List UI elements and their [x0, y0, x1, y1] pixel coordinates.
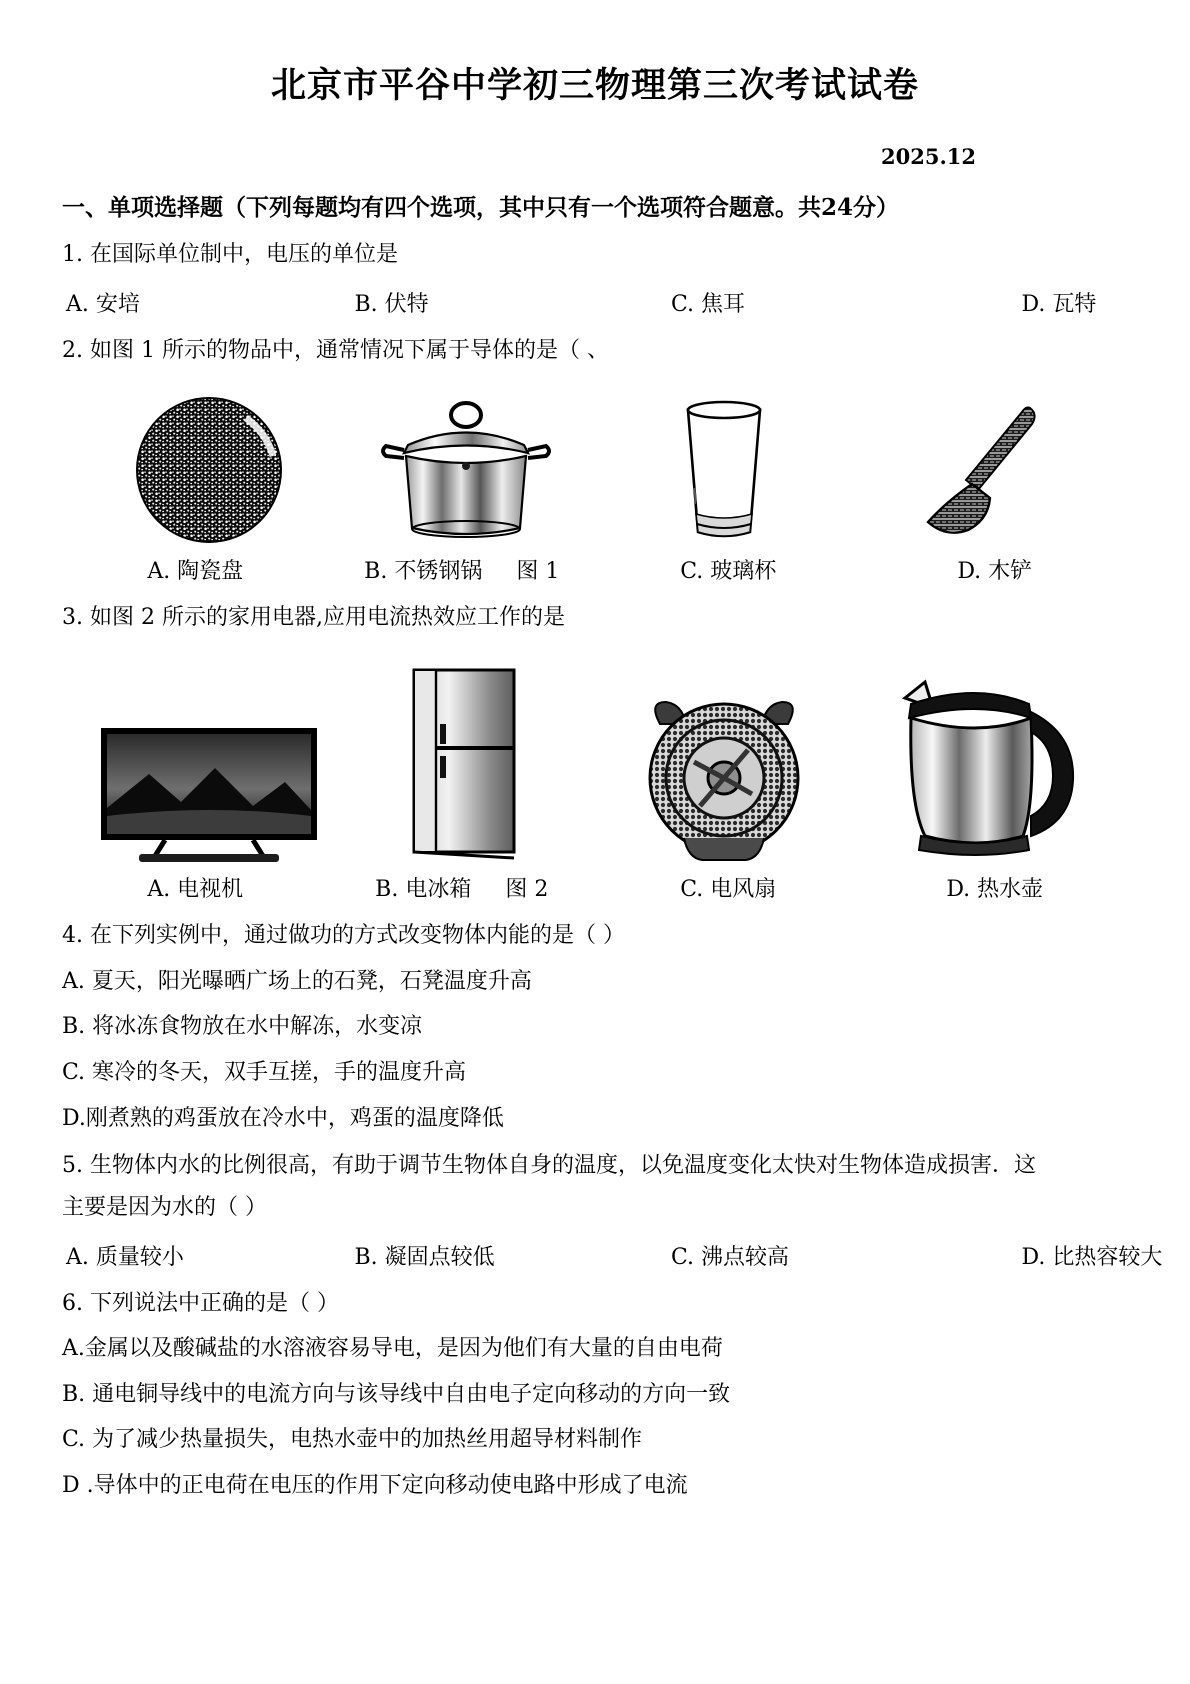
question-1-option-a[interactable]: A. 安培 — [66, 291, 140, 317]
question-6-option-d[interactable]: D .导体中的正电荷在电压的作用下定向移动使电路中形成了电流 — [62, 1472, 688, 1498]
figure-2-label-b: B. 电冰箱 — [375, 877, 472, 903]
wooden-spatula-icon — [912, 398, 1050, 546]
question-5-option-c[interactable]: C. 沸点较高 — [671, 1244, 790, 1270]
question-5-stem: 5. 生物体内水的比例很高，有助于调节生物体自身的温度，以免温度变化太快对生物体造成损害．这 — [62, 1153, 1036, 1179]
question-5-option-d[interactable]: D. 比热容较大 — [1021, 1244, 1163, 1270]
figure-1-labels — [62, 554, 1128, 585]
question-1-option-d[interactable]: D. 瓦特 — [1021, 291, 1097, 317]
figure-2-label-b-wrap — [329, 872, 596, 903]
stainless-steel-pot-icon — [378, 398, 554, 546]
figure-1-label-d: D. 木铲 — [957, 559, 1033, 585]
refrigerator-icon — [406, 664, 526, 864]
question-3-stem: 3. 如图 2 所示的家用电器,应用电流热效应工作的是 — [62, 605, 565, 631]
exam-date: 2025.12 — [881, 144, 976, 169]
figure-1-label-a: A. 陶瓷盘 — [147, 559, 244, 585]
figure-2-item-electric-fan — [595, 639, 853, 864]
question-1-option-b[interactable]: B. 伏特 — [354, 291, 429, 317]
electric-kettle-icon — [881, 664, 1081, 864]
question-4-option-a[interactable]: A. 夏天，阳光曝晒广场上的石凳，石凳温度升高 — [62, 968, 532, 994]
question-1-stem: 1. 在国际单位制中，电压的单位是 — [62, 242, 398, 267]
figure-2-caption: 图 2 — [505, 877, 549, 903]
figure-1-item-wooden-spatula — [853, 371, 1111, 546]
figure-2-labels — [62, 872, 1128, 903]
question-5-stem-line2: 主要是因为水的（ ） — [62, 1194, 267, 1220]
figure-2-label-c: C. 电风扇 — [680, 877, 777, 903]
question-1-option-c[interactable]: C. 焦耳 — [671, 291, 746, 317]
figure-2-item-television — [80, 639, 338, 864]
television-icon — [95, 724, 323, 864]
page-title: 北京市平谷中学初三物理第三次考试试卷 — [270, 66, 919, 106]
figure-1-item-glass-cup — [595, 371, 853, 546]
figure-1 — [62, 371, 1128, 546]
question-6-option-b[interactable]: B. 通电铜导线中的电流方向与该导线中自由电子定向移动的方向一致 — [62, 1381, 731, 1407]
figure-2-label-d: D. 热水壶 — [946, 877, 1044, 903]
section-heading: 一、单项选择题（下列每题均有四个选项，其中只有一个选项符合题意。共24分） — [62, 194, 900, 221]
question-6-option-c[interactable]: C. 为了减少热量损失，电热水壶中的加热丝用超导材料制作 — [62, 1427, 643, 1453]
question-5-options — [62, 1240, 1163, 1271]
question-5-option-b[interactable]: B. 凝固点较低 — [354, 1244, 495, 1270]
question-2-stem: 2. 如图 1 所示的物品中，通常情况下属于导体的是（ 、 — [62, 337, 609, 363]
figure-1-label-b-wrap — [329, 554, 596, 585]
figure-2-item-electric-kettle — [853, 639, 1111, 864]
figure-2 — [62, 639, 1128, 864]
figure-1-label-b: B. 不锈钢锅 — [364, 559, 483, 585]
question-4-option-c[interactable]: C. 寒冷的冬天，双手互搓，手的温度升高 — [62, 1059, 467, 1085]
question-6-stem: 6. 下列说法中正确的是（ ） — [62, 1290, 339, 1316]
figure-1-item-ceramic-plate — [80, 371, 338, 546]
figure-2-label-a: A. 电视机 — [147, 877, 244, 903]
glass-cup-icon — [672, 396, 776, 546]
question-1-options — [62, 287, 1128, 318]
question-4-stem: 4. 在下列实例中，通过做功的方式改变物体内能的是（ ） — [62, 923, 625, 949]
question-4-option-d[interactable]: D.刚煮熟的鸡蛋放在冷水中，鸡蛋的温度降低 — [62, 1105, 504, 1131]
figure-1-caption: 图 1 — [516, 559, 560, 585]
figure-1-item-stainless-steel-pot — [338, 371, 596, 546]
figure-2-item-refrigerator — [338, 639, 596, 864]
figure-1-label-c: C. 玻璃杯 — [680, 559, 777, 585]
electric-fan-icon — [636, 688, 812, 864]
question-6-option-a[interactable]: A.金属以及酸碱盐的水溶液容易导电，是因为他们有大量的自由电荷 — [62, 1336, 723, 1362]
question-4-option-b[interactable]: B. 将冰冻食物放在水中解冻，水变凉 — [62, 1014, 423, 1040]
ceramic-plate-icon — [134, 394, 284, 546]
question-5-option-a[interactable]: A. 质量较小 — [66, 1244, 184, 1270]
